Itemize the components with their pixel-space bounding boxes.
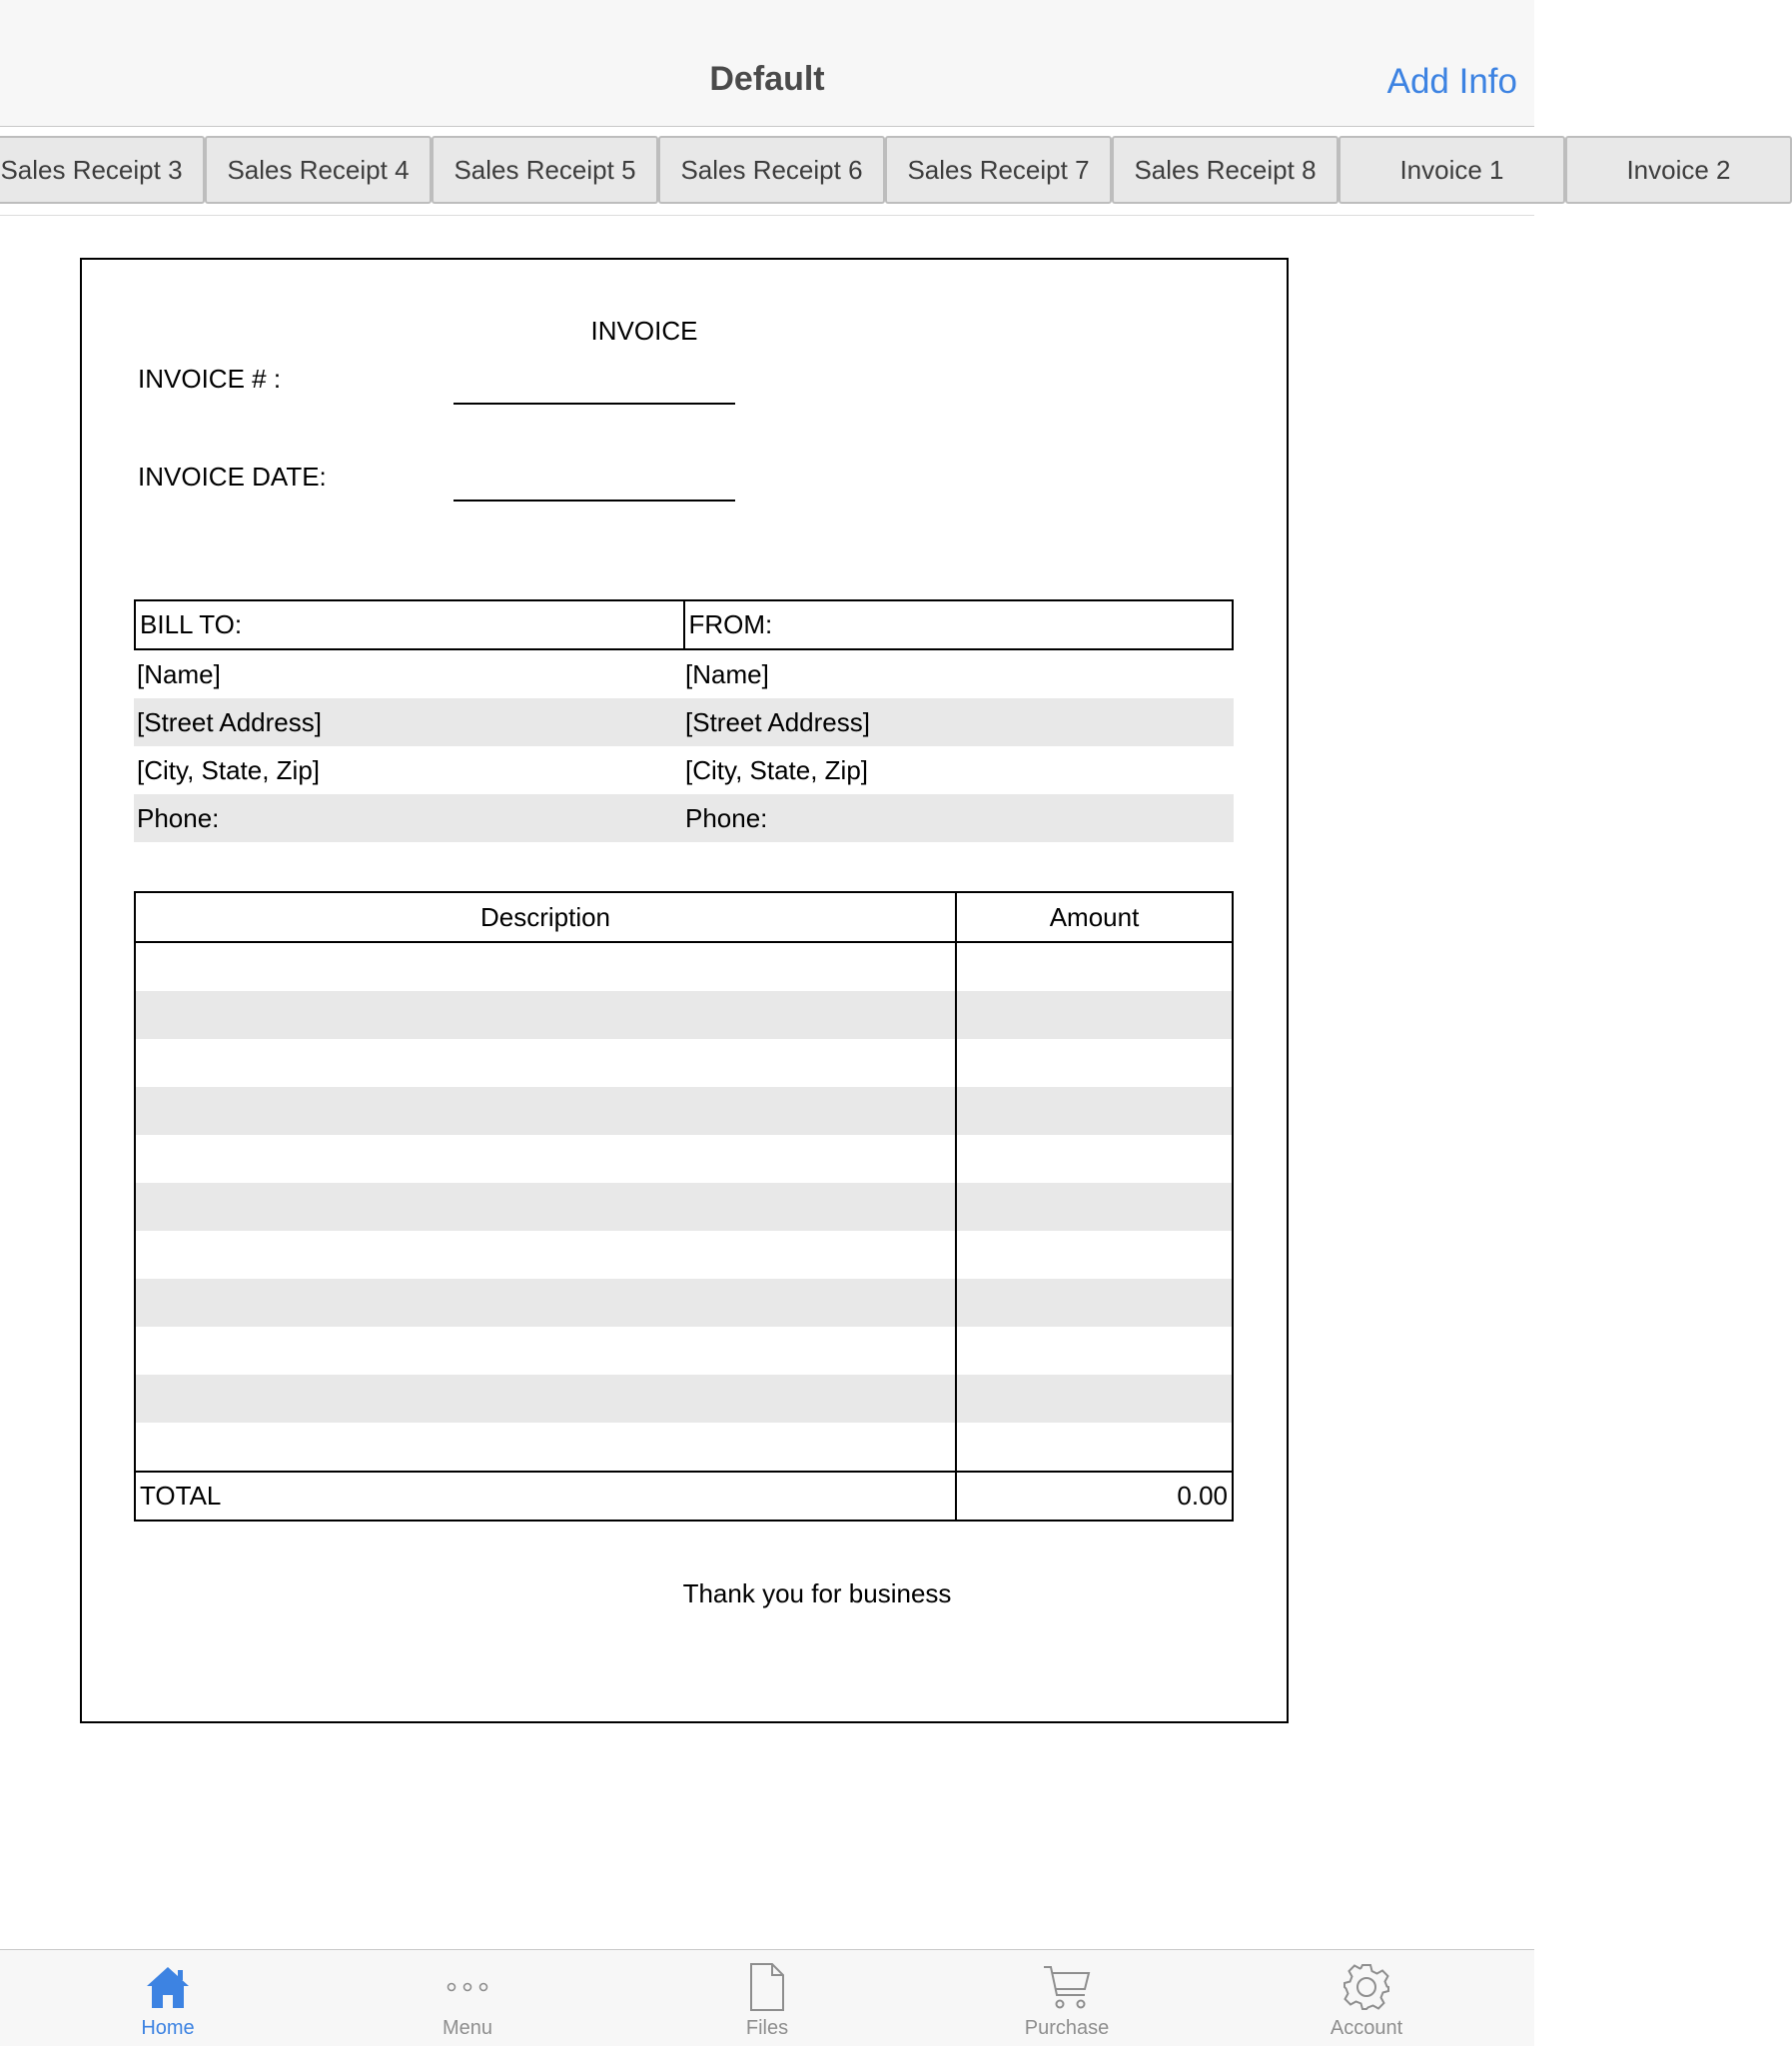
tab-sales-receipt-5[interactable]: Sales Receipt 5 bbox=[432, 136, 658, 204]
from-header: FROM: bbox=[688, 609, 773, 639]
description-cell[interactable] bbox=[136, 1183, 957, 1231]
address-row-street bbox=[134, 698, 1234, 746]
description-cell[interactable] bbox=[136, 1231, 957, 1279]
table-row[interactable] bbox=[136, 943, 1232, 991]
from-city[interactable]: [City, State, Zip] bbox=[685, 754, 869, 785]
table-row[interactable] bbox=[136, 991, 1232, 1039]
line-items-header bbox=[136, 893, 1232, 943]
table-row[interactable] bbox=[136, 1135, 1232, 1183]
invoice-date-label: INVOICE DATE: bbox=[138, 462, 327, 492]
thank-you-note: Thank you for business bbox=[682, 1578, 952, 1608]
invoice-number-field[interactable] bbox=[453, 403, 735, 405]
amount-cell[interactable] bbox=[957, 1423, 1232, 1471]
description-cell[interactable] bbox=[136, 1423, 957, 1471]
tab-invoice-1[interactable]: Invoice 1 bbox=[1339, 136, 1565, 204]
address-row-city bbox=[134, 746, 1234, 794]
bill-to-street[interactable]: [Street Address] bbox=[137, 706, 322, 737]
table-row[interactable] bbox=[136, 1039, 1232, 1087]
total-label: TOTAL bbox=[136, 1473, 957, 1520]
description-cell[interactable] bbox=[136, 1135, 957, 1183]
invoice-number-label: INVOICE # : bbox=[138, 364, 282, 394]
address-row-phone bbox=[134, 794, 1234, 842]
invoice-date-field[interactable] bbox=[453, 500, 735, 502]
amount-cell[interactable] bbox=[957, 1087, 1232, 1135]
tabbar-purchase[interactable] bbox=[967, 1950, 1167, 2047]
template-tab-strip[interactable] bbox=[0, 127, 1731, 216]
description-cell[interactable] bbox=[136, 1039, 957, 1087]
from-street[interactable]: [Street Address] bbox=[685, 706, 870, 737]
tab-invoice-2[interactable]: Invoice 2 bbox=[1565, 136, 1792, 204]
description-cell[interactable] bbox=[136, 1327, 957, 1375]
more-icon bbox=[368, 1960, 567, 2014]
amount-cell[interactable] bbox=[957, 1327, 1232, 1375]
invoice-title: INVOICE bbox=[590, 316, 698, 346]
bottom-tab-bar bbox=[0, 1949, 1534, 2046]
bill-to-phone[interactable]: Phone: bbox=[137, 802, 220, 833]
tab-sales-receipt-8[interactable]: Sales Receipt 8 bbox=[1112, 136, 1339, 204]
amount-cell[interactable] bbox=[957, 991, 1232, 1039]
tabbar-files-label: Files bbox=[745, 2017, 789, 2039]
bill-to-name[interactable]: [Name] bbox=[137, 658, 221, 689]
tabbar-home-label: Home bbox=[141, 2017, 195, 2039]
description-cell[interactable] bbox=[136, 991, 957, 1039]
description-cell[interactable] bbox=[136, 943, 957, 991]
from-name[interactable]: [Name] bbox=[685, 658, 769, 689]
tabbar-menu[interactable] bbox=[368, 1950, 567, 2047]
bill-to-city[interactable]: [City, State, Zip] bbox=[137, 754, 321, 785]
cart-icon bbox=[967, 1960, 1167, 2014]
line-items-table bbox=[134, 891, 1234, 1522]
description-cell[interactable] bbox=[136, 1375, 957, 1423]
description-cell[interactable] bbox=[136, 1087, 957, 1135]
amount-header: Amount bbox=[1049, 901, 1140, 932]
description-header: Description bbox=[136, 893, 957, 941]
tab-sales-receipt-6[interactable]: Sales Receipt 6 bbox=[658, 136, 885, 204]
tab-sales-receipt-3[interactable]: Sales Receipt 3 bbox=[0, 136, 205, 204]
address-row-name bbox=[134, 650, 1234, 698]
amount-cell[interactable] bbox=[957, 1279, 1232, 1327]
total-row bbox=[136, 1471, 1232, 1520]
table-row[interactable] bbox=[136, 1423, 1232, 1471]
amount-cell[interactable] bbox=[957, 1231, 1232, 1279]
template-tabs-row bbox=[0, 136, 1792, 204]
home-icon bbox=[68, 1960, 268, 2014]
amount-cell[interactable] bbox=[957, 1375, 1232, 1423]
tabbar-purchase-label: Purchase bbox=[1024, 2017, 1110, 2039]
table-row[interactable] bbox=[136, 1183, 1232, 1231]
page-title: Default bbox=[709, 60, 825, 98]
template-tabs-viewport bbox=[0, 136, 1731, 204]
tabbar-account[interactable] bbox=[1267, 1950, 1466, 2047]
address-table bbox=[134, 599, 1234, 842]
gear-icon bbox=[1267, 1960, 1466, 2014]
amount-cell[interactable] bbox=[957, 943, 1232, 991]
add-info-button[interactable]: Add Info bbox=[1386, 62, 1517, 101]
total-value: 0.00 bbox=[1177, 1481, 1228, 1511]
tabbar-menu-label: Menu bbox=[442, 2017, 493, 2039]
tabbar-account-label: Account bbox=[1330, 2017, 1403, 2039]
table-row[interactable] bbox=[136, 1279, 1232, 1327]
amount-cell[interactable] bbox=[957, 1183, 1232, 1231]
table-row[interactable] bbox=[136, 1087, 1232, 1135]
table-row[interactable] bbox=[136, 1231, 1232, 1279]
tabbar-home[interactable] bbox=[68, 1950, 268, 2047]
tabbar-files[interactable] bbox=[667, 1950, 867, 2047]
navigation-bar bbox=[0, 0, 1534, 127]
from-phone[interactable]: Phone: bbox=[685, 802, 768, 833]
file-icon bbox=[667, 1960, 867, 2014]
amount-cell[interactable] bbox=[957, 1135, 1232, 1183]
description-cell[interactable] bbox=[136, 1279, 957, 1327]
table-row[interactable] bbox=[136, 1327, 1232, 1375]
bill-to-header: BILL TO: bbox=[136, 601, 685, 648]
address-header-row bbox=[134, 599, 1234, 650]
tab-sales-receipt-7[interactable]: Sales Receipt 7 bbox=[885, 136, 1112, 204]
table-row[interactable] bbox=[136, 1375, 1232, 1423]
amount-cell[interactable] bbox=[957, 1039, 1232, 1087]
tab-sales-receipt-4[interactable]: Sales Receipt 4 bbox=[205, 136, 432, 204]
